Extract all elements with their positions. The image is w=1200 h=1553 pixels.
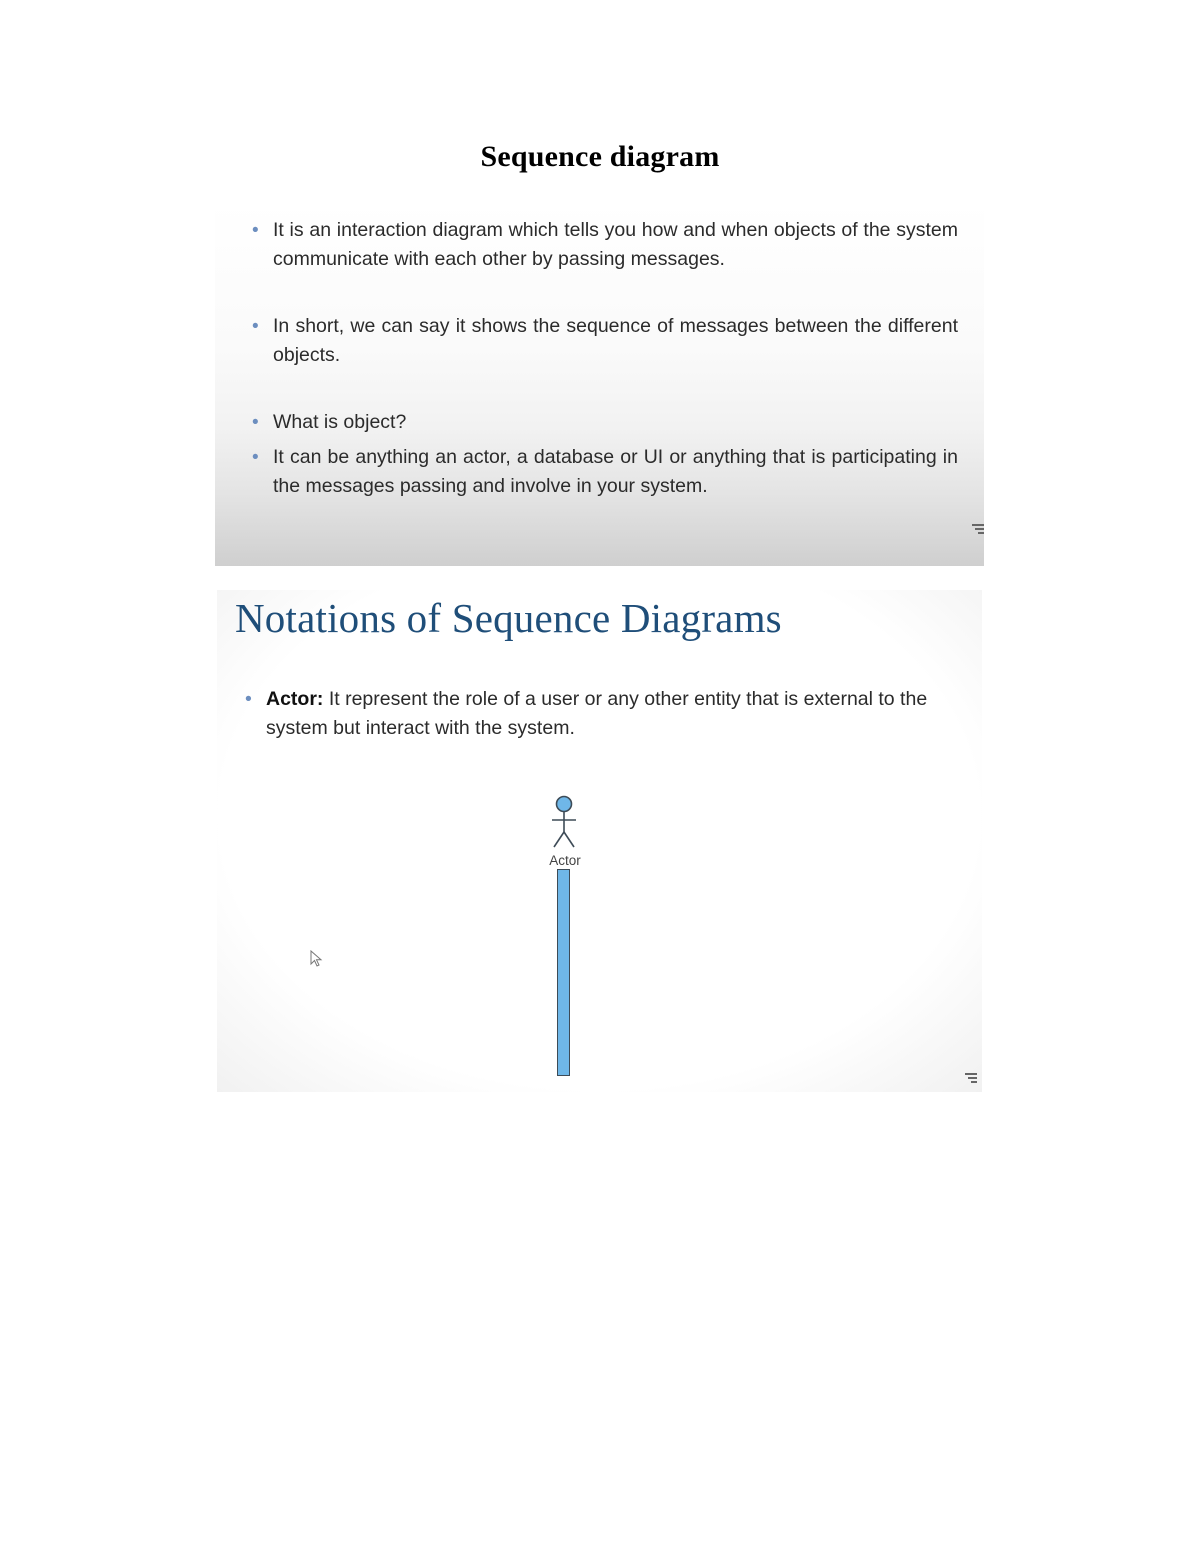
slide-notations: [217, 590, 982, 1092]
bullet-dot-icon: •: [245, 688, 252, 710]
stick-figure-icon: [537, 795, 593, 855]
bullet-item: [245, 685, 981, 743]
actor-notation: [537, 795, 593, 1085]
actor-label: Actor: [549, 853, 581, 868]
slide-definition: [215, 202, 984, 566]
bullet-item: [250, 408, 958, 437]
slide-heading: Notations of Sequence Diagrams: [235, 595, 782, 641]
bullet-dot-icon: •: [252, 220, 259, 241]
bullet-dot-icon: •: [252, 316, 259, 337]
bullet-item: [250, 312, 958, 370]
page-title: Sequence diagram: [480, 140, 720, 173]
bullet-text: It represent the role of a user or any other entity that is external to the system but interact with the system.: [266, 688, 928, 739]
definition-bullet-list: [250, 216, 958, 501]
bullet-item: [250, 216, 958, 274]
bullet-text: In short, we can say it shows the sequence of messages between the different objects.: [273, 315, 958, 366]
bullet-text: What is object?: [273, 411, 407, 433]
actor-lifeline: [557, 869, 570, 1076]
slide-menu-icon: [972, 524, 984, 534]
bullet-text: It is an interaction diagram which tells you how and when objects of the system communicate with each other by passing messages.: [273, 219, 958, 270]
bullet-item: [250, 443, 958, 501]
slide-menu-icon: [965, 1073, 977, 1083]
bullet-text: It can be anything an actor, a database or UI or anything that is participating in the messages passing and involve in your system.: [273, 446, 958, 497]
bullet-term: Actor:: [266, 688, 324, 710]
mouse-cursor-icon: [310, 950, 324, 968]
bullet-dot-icon: •: [252, 447, 259, 468]
bullet-dot-icon: •: [252, 412, 259, 433]
